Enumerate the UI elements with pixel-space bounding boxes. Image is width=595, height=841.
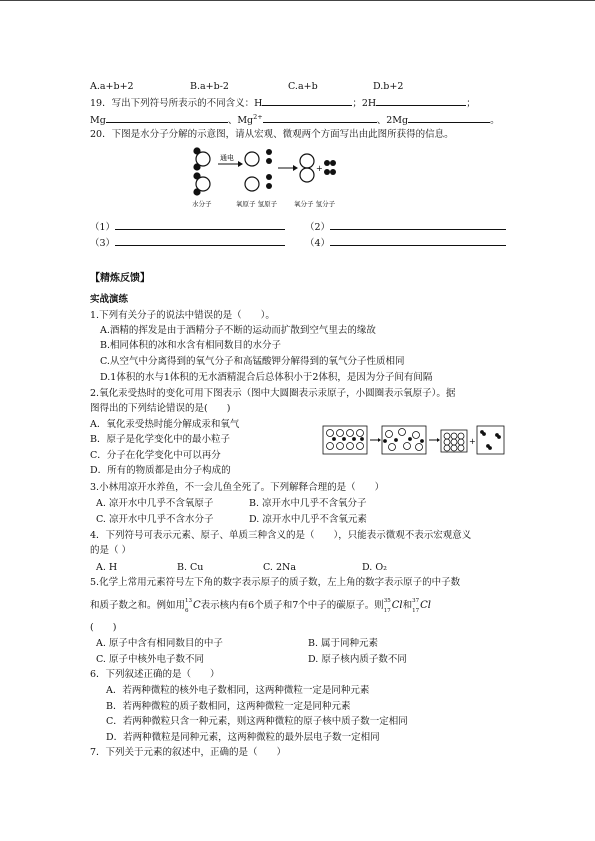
arrow-heat-2 xyxy=(429,438,440,442)
q19-blank-h[interactable] xyxy=(262,95,352,106)
q20-answer-2: （2） xyxy=(305,219,506,234)
q4-stem-2: 的是（ ） xyxy=(90,545,132,556)
plus-sign: + xyxy=(316,164,323,173)
q19-blank-2mg[interactable] xyxy=(408,112,490,123)
q20-blank-4[interactable] xyxy=(330,235,506,246)
q3-option-b: B. 凉开水中几乎不含氧分子 xyxy=(249,498,367,509)
arrow-heat-1 xyxy=(370,438,381,442)
q19-blank-mg2plus[interactable] xyxy=(263,112,377,123)
q19-line2: Mg 、$Mg^{2+}$ 、2Mg 。 xyxy=(90,113,500,127)
q18-option-b: B.a+b-2 xyxy=(190,81,229,92)
q2-option-d: D．所有的物质都是由分子构成的 xyxy=(90,465,231,476)
q1-stem: 1.下列有关分子的说法中错误的是（ ）。 xyxy=(90,310,275,321)
box-oxygen-gas xyxy=(477,426,504,454)
q4-option-c: C. 2Na xyxy=(263,562,296,573)
isotope-cl35: 35 17 Cl xyxy=(383,598,403,614)
arrow-head-1 xyxy=(238,161,243,167)
q19-line1: 19．写出下列符号所表示的不同含义：H ；2H ； xyxy=(90,95,476,110)
q1-option-c: C.从空气中分离得到的氧气分子和高锰酸钾分解得到的氧气分子性质相同 xyxy=(100,356,405,367)
q2-option-c: C．分子在化学变化中可以再分 xyxy=(90,450,221,461)
q2-option-b: B．原子是化学变化中的最小粒子 xyxy=(90,434,230,445)
label-atoms: 氧原子 氢原子 xyxy=(236,200,278,208)
box-mercury-oxide xyxy=(323,426,367,454)
hydrogen-atoms xyxy=(266,149,272,189)
q2-option-a: A．氧化汞受热时能分解成汞和氧气 xyxy=(90,419,240,430)
hydrogen-molecules xyxy=(324,160,336,175)
top-rule xyxy=(0,0,595,1)
q6-option-b: B．若两种微粒的质子数相同，这两种微粒一定是同种元素 xyxy=(106,701,351,712)
subsection-heading: 实战演练 xyxy=(90,294,129,305)
q20-answer-3: （3） xyxy=(90,235,285,250)
oxygen-molecule xyxy=(300,154,314,182)
q3-option-c: C. 凉开水中几乎不含水分子 xyxy=(96,514,214,525)
plus-sign-2: + xyxy=(469,437,476,446)
section-heading: 【精炼反馈】 xyxy=(90,273,150,284)
q5-stem-1: 5.化学上常用元素符号左下角的数字表示原子的质子数，左上角的数字表示原子的中子数 xyxy=(90,577,461,588)
q20-blank-3[interactable] xyxy=(115,235,285,246)
q20-answer-1: （1） xyxy=(90,219,285,234)
q1-option-d: D.1体积的水与1体积的无水酒精混合后总体积小于2体积，是因为分子间有间隔 xyxy=(100,372,433,383)
q5-option-c: C. 原子中核外电子数不同 xyxy=(96,654,204,665)
q19-blank-mg[interactable] xyxy=(106,112,228,123)
q1-option-b: B.相同体积的冰和水含有相同数目的水分子 xyxy=(100,340,282,351)
q6-option-d: D．若两种微粒是同种元素，这两种微粒的最外层电子数一定相同 xyxy=(106,732,380,743)
q6-option-a: A．若两种微粒的核外电子数相同，这两种微粒一定是同种元素 xyxy=(106,685,370,696)
water-decomposition-diagram xyxy=(190,146,360,210)
q3-option-a: A. 凉开水中几乎不含氧原子 xyxy=(96,498,214,509)
q20-stem: 20．下图是水分子分解的示意图，请从宏观、微观两个方面写出由此图所获得的信息。 xyxy=(90,129,454,140)
box-separated-atoms xyxy=(382,426,426,454)
oxygen-atoms xyxy=(245,152,259,191)
q5-stem-2: 和质子数之和。例如用 13 6 C表示核内有6个质子和7个中子的碳原子。则 35 17 Cl和 37 17 Cl xyxy=(90,598,431,614)
q3-option-d: D. 凉开水中几乎不含氧元素 xyxy=(249,514,367,525)
q20-answer-4: （4） xyxy=(305,235,506,250)
q1-option-a: A.酒精的挥发是由于酒精分子不断的运动而扩散到空气里去的缘故 xyxy=(100,325,376,336)
q5-paren: ( ) xyxy=(90,622,117,633)
q5-option-d: D. 原子核内质子数不同 xyxy=(308,654,407,665)
q4-option-a: A. H xyxy=(96,562,118,573)
q2-stem-2: 图得出的下列结论错误的是( ) xyxy=(90,403,231,414)
water-molecule-bottom xyxy=(194,173,210,195)
q6-stem: 6．下列叙述正确的是（ ） xyxy=(90,669,220,680)
q4-option-b: B. Cu xyxy=(177,562,204,573)
mercury-oxide-diagram xyxy=(322,425,505,455)
water-molecule-top xyxy=(194,148,210,170)
q3-stem: 3.小林用凉开水养鱼，不一会儿鱼全死了。下列解释合理的是（ ） xyxy=(90,482,385,493)
arrow-head-2 xyxy=(293,165,298,171)
q4-option-d: D. O₂ xyxy=(362,562,387,573)
q18-option-d: D.b+2 xyxy=(373,81,404,92)
q18-option-a: A.a+b+2 xyxy=(90,81,134,92)
box-mercury-metal xyxy=(441,430,467,452)
q19-blank-2h[interactable] xyxy=(376,95,466,106)
q4-stem-1: 4．下列符号可表示元素、原子、单质三种含义的是（ ），只能表示微观不表示宏观意义 xyxy=(90,530,472,541)
q20-blank-1[interactable] xyxy=(115,219,285,230)
label-water-molecule: 水分子 xyxy=(192,200,212,208)
isotope-c13: 13 6 C xyxy=(185,598,201,614)
arrow-label: 通电 xyxy=(220,154,234,162)
q7-stem: 7．下列关于元素的叙述中，正确的是（ ） xyxy=(90,747,287,758)
isotope-cl37: 37 17 Cl xyxy=(412,598,431,614)
q20-blank-2[interactable] xyxy=(330,219,506,230)
q18-option-c: C.a+b xyxy=(288,81,318,92)
q5-option-a: A. 原子中含有相同数目的中子 xyxy=(96,638,223,649)
q2-stem-1: 2.氧化汞受热时的变化可用下图表示（图中大圆圈表示汞原子，小圆圈表示氧原子）。据 xyxy=(90,388,456,399)
q6-option-c: C．若两种微粒只含一种元素，则这两种微粒的原子核中质子数一定相同 xyxy=(106,716,408,727)
q5-option-b: B. 属于同种元素 xyxy=(308,638,379,649)
label-products: 氧分子 氢分子 xyxy=(294,200,336,208)
